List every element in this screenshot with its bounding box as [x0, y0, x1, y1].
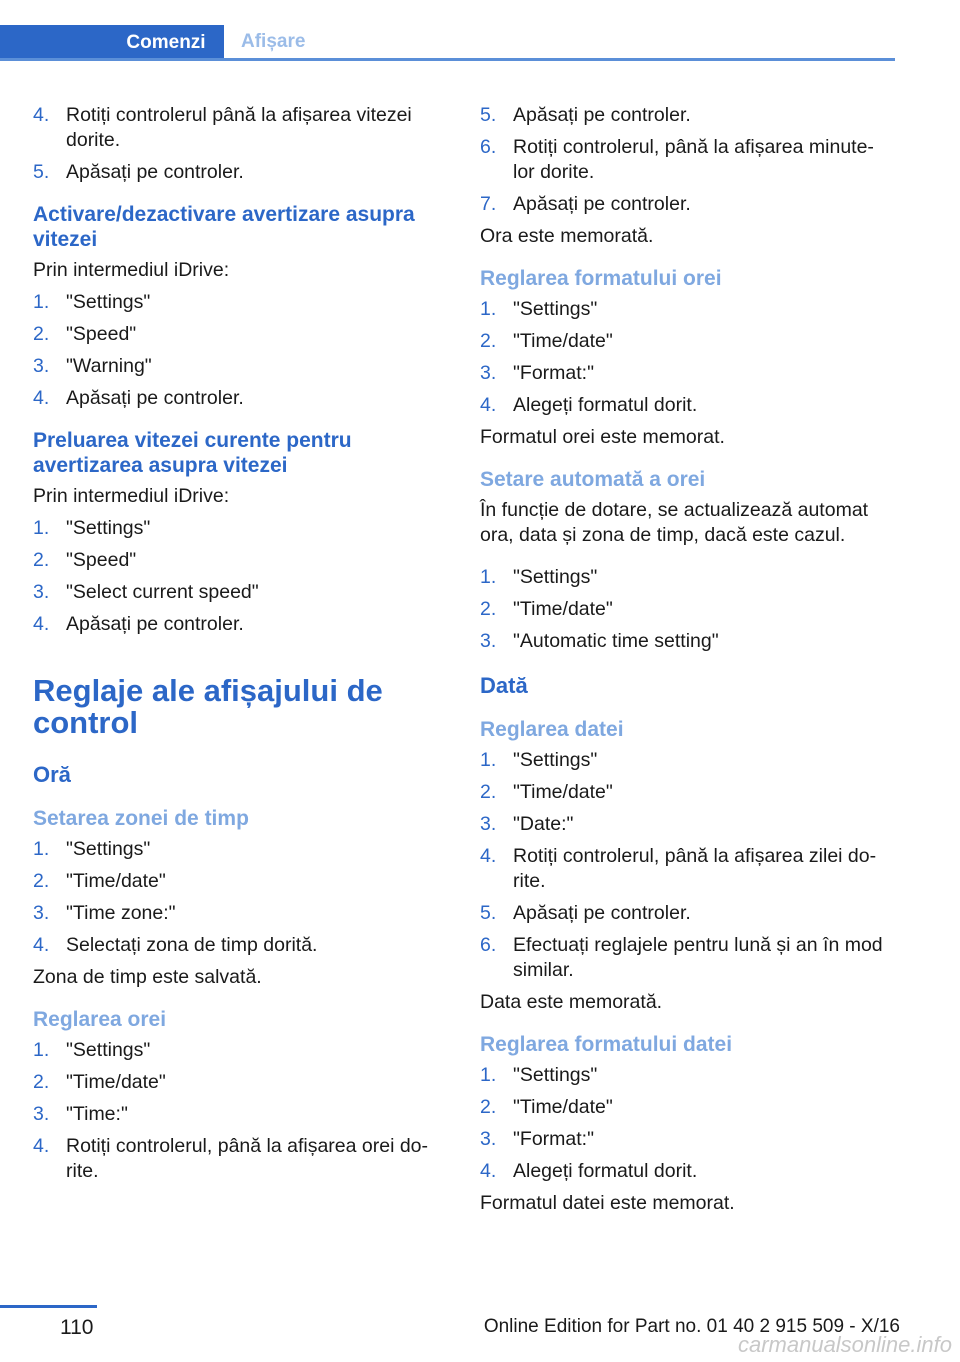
- tab-afisare[interactable]: Afișare: [241, 30, 306, 52]
- step-text: "Settings": [66, 1039, 151, 1061]
- result-paragraph: Formatul orei este memorat.: [480, 426, 725, 448]
- step-text: Rotiți controlerul, până la afișarea orei do‐rite.: [66, 1135, 429, 1182]
- step-number: 2.: [33, 1071, 50, 1093]
- result-paragraph: Formatul datei este memorat.: [480, 1192, 735, 1214]
- steps-list: [480, 1063, 895, 1184]
- step-number: 5.: [33, 161, 50, 183]
- list-item: [480, 780, 895, 805]
- step-text: "Settings": [66, 291, 151, 313]
- step-number: 3.: [33, 1103, 50, 1125]
- step-number: 2.: [480, 1096, 497, 1118]
- step-text: Apăsați pe controler.: [513, 902, 691, 924]
- step-text: "Settings": [66, 517, 151, 539]
- list-item: [480, 103, 895, 128]
- step-number: 5.: [480, 902, 497, 924]
- intro-paragraph: În funcție de dotare, se actualizează automat ora, data și zona de timp, dacă este cazul.: [480, 499, 869, 546]
- step-number: 1.: [33, 1039, 50, 1061]
- list-item: [480, 1127, 895, 1152]
- step-text: "Settings": [66, 838, 151, 860]
- watermark: carmanualsonline.info: [737, 1332, 952, 1357]
- step-text: "Time/date": [66, 870, 166, 892]
- step-text: Efectuați reglajele pentru lună și an în mod similar.: [513, 934, 883, 981]
- step-text: "Settings": [513, 566, 598, 588]
- step-text: "Settings": [513, 298, 598, 320]
- step-number: 3.: [33, 581, 50, 603]
- step-number: 3.: [480, 1128, 497, 1150]
- steps-list: [480, 748, 895, 983]
- intro-paragraph: Prin intermediul iDrive:: [33, 259, 230, 281]
- result-paragraph: Ora este memorată.: [480, 225, 654, 247]
- step-number: 2.: [33, 549, 50, 571]
- steps-list: [480, 297, 895, 418]
- step-text: "Settings": [513, 1064, 598, 1086]
- step-number: 3.: [33, 355, 50, 377]
- list-item: [480, 812, 895, 837]
- intro-paragraph: Prin intermediul iDrive:: [33, 485, 230, 507]
- step-number: 4.: [33, 613, 50, 635]
- list-item: [33, 1070, 448, 1095]
- step-number: 3.: [480, 630, 497, 652]
- step-number: 1.: [480, 749, 497, 771]
- heading-ora: Oră: [33, 762, 71, 787]
- step-text: "Time:": [66, 1103, 128, 1125]
- list-item: [33, 869, 448, 894]
- list-item: [33, 1038, 448, 1063]
- steps-list: [33, 837, 448, 958]
- step-text: "Time/date": [66, 1071, 166, 1093]
- list-item: [33, 933, 448, 958]
- step-text: Rotiți controlerul, până la afișarea zilei do‐rite.: [513, 845, 877, 892]
- heading-zona-timp: Setarea zonei de timp: [33, 807, 249, 830]
- step-number: 2.: [480, 781, 497, 803]
- step-text: "Format:": [513, 1128, 595, 1150]
- step-number: 2.: [33, 870, 50, 892]
- list-item: [480, 565, 895, 590]
- step-text: "Select current speed": [66, 581, 259, 603]
- step-number: 1.: [33, 838, 50, 860]
- step-number: 3.: [480, 362, 497, 384]
- step-text: Apăsați pe controler.: [66, 613, 244, 635]
- step-text: "Automatic time setting": [513, 630, 719, 652]
- step-number: 3.: [33, 902, 50, 924]
- step-number: 4.: [33, 934, 50, 956]
- list-item: [480, 361, 895, 386]
- step-number: 6.: [480, 136, 497, 158]
- step-number: 4.: [33, 1135, 50, 1157]
- step-text: "Time zone:": [66, 902, 176, 924]
- heading-reglarea-orei: Reglarea orei: [33, 1008, 167, 1031]
- list-item: [33, 386, 448, 411]
- result-paragraph: Data este memorată.: [480, 991, 663, 1013]
- steps-list: [33, 516, 448, 637]
- step-number: 1.: [480, 1064, 497, 1086]
- step-text: "Time/date": [513, 330, 613, 352]
- list-item: [480, 933, 895, 983]
- list-item: [480, 901, 895, 926]
- step-number: 6.: [480, 934, 497, 956]
- header-tabs: [0, 25, 895, 61]
- list-item: [480, 1063, 895, 1088]
- list-item: [33, 322, 448, 347]
- list-item: [480, 629, 895, 654]
- list-item: [33, 354, 448, 379]
- step-text: "Speed": [66, 549, 137, 571]
- header-rule: [0, 58, 895, 61]
- step-text: Rotiți controlerul până la afișarea vitezei dorite.: [66, 104, 412, 151]
- list-item: [480, 135, 895, 185]
- list-item: [480, 1095, 895, 1120]
- list-item: [33, 1102, 448, 1127]
- list-item: [33, 548, 448, 573]
- step-text: "Format:": [513, 362, 595, 384]
- list-item: [33, 160, 448, 185]
- heading-format-ora: Reglarea formatului orei: [480, 267, 722, 290]
- list-item: [33, 612, 448, 637]
- list-item: [33, 1134, 448, 1184]
- list-item: [480, 329, 895, 354]
- left-column: [33, 103, 448, 1191]
- heading-setare-automata: Setare automată a orei: [480, 468, 706, 491]
- step-text: Selectați zona de timp dorită.: [66, 934, 318, 956]
- step-number: 4.: [480, 845, 497, 867]
- steps-list: [480, 103, 895, 217]
- step-text: "Time/date": [513, 598, 613, 620]
- step-text: Alegeți formatul dorit.: [513, 394, 698, 416]
- list-item: [480, 393, 895, 418]
- step-number: 2.: [480, 598, 497, 620]
- list-item: [480, 844, 895, 894]
- steps-list: [33, 290, 448, 411]
- list-item: [33, 103, 448, 153]
- footer-rule: [0, 1305, 97, 1308]
- step-number: 4.: [480, 394, 497, 416]
- list-item: [33, 837, 448, 862]
- list-item: [480, 192, 895, 217]
- step-text: Alegeți formatul dorit.: [513, 1160, 698, 1182]
- steps-list: [33, 1038, 448, 1184]
- step-number: 1.: [33, 291, 50, 313]
- right-column: [480, 103, 895, 1223]
- step-number: 4.: [480, 1160, 497, 1182]
- step-text: Apăsați pe controler.: [513, 193, 691, 215]
- step-text: "Time/date": [513, 781, 613, 803]
- heading-activare: Activare/dezactivare avertizare asupra vitezei: [33, 203, 415, 251]
- step-number: 5.: [480, 104, 497, 126]
- step-text: "Settings": [513, 749, 598, 771]
- edition-note: Online Edition for Part no. 01 40 2 915 509 - X/16: [483, 1316, 900, 1337]
- heading-reglarea-datei: Reglarea datei: [480, 718, 624, 741]
- step-number: 7.: [480, 193, 497, 215]
- steps-list: [33, 103, 448, 185]
- list-item: [480, 748, 895, 773]
- step-number: 1.: [480, 566, 497, 588]
- list-item: [33, 290, 448, 315]
- tab-comenzi[interactable]: Comenzi: [0, 25, 224, 61]
- step-number: 3.: [480, 813, 497, 835]
- list-item: [480, 1159, 895, 1184]
- step-text: Apăsați pe controler.: [513, 104, 691, 126]
- list-item: [480, 597, 895, 622]
- list-item: [33, 516, 448, 541]
- step-text: Apăsați pe controler.: [66, 387, 244, 409]
- step-text: "Speed": [66, 323, 137, 345]
- list-item: [480, 297, 895, 322]
- step-text: "Warning": [66, 355, 152, 377]
- section-title: Reglaje ale afișajului de control: [33, 673, 383, 740]
- step-number: 1.: [33, 517, 50, 539]
- step-text: Apăsați pe controler.: [66, 161, 244, 183]
- list-item: [33, 901, 448, 926]
- heading-data: Dată: [480, 673, 528, 698]
- step-text: "Time/date": [513, 1096, 613, 1118]
- step-number: 1.: [480, 298, 497, 320]
- result-paragraph: Zona de timp este salvată.: [33, 966, 262, 988]
- heading-format-data: Reglarea formatului datei: [480, 1033, 733, 1056]
- step-number: 2.: [480, 330, 497, 352]
- step-number: 2.: [33, 323, 50, 345]
- step-number: 4.: [33, 104, 50, 126]
- heading-preluarea: Preluarea vitezei curente pentru avertizarea asupra vitezei: [33, 429, 352, 477]
- list-item: [33, 580, 448, 605]
- step-text: Rotiți controlerul, până la afișarea minute‐lor dorite.: [513, 136, 874, 183]
- step-text: "Date:": [513, 813, 574, 835]
- steps-list: [480, 565, 895, 654]
- step-number: 4.: [33, 387, 50, 409]
- page-number: 110: [60, 1316, 94, 1339]
